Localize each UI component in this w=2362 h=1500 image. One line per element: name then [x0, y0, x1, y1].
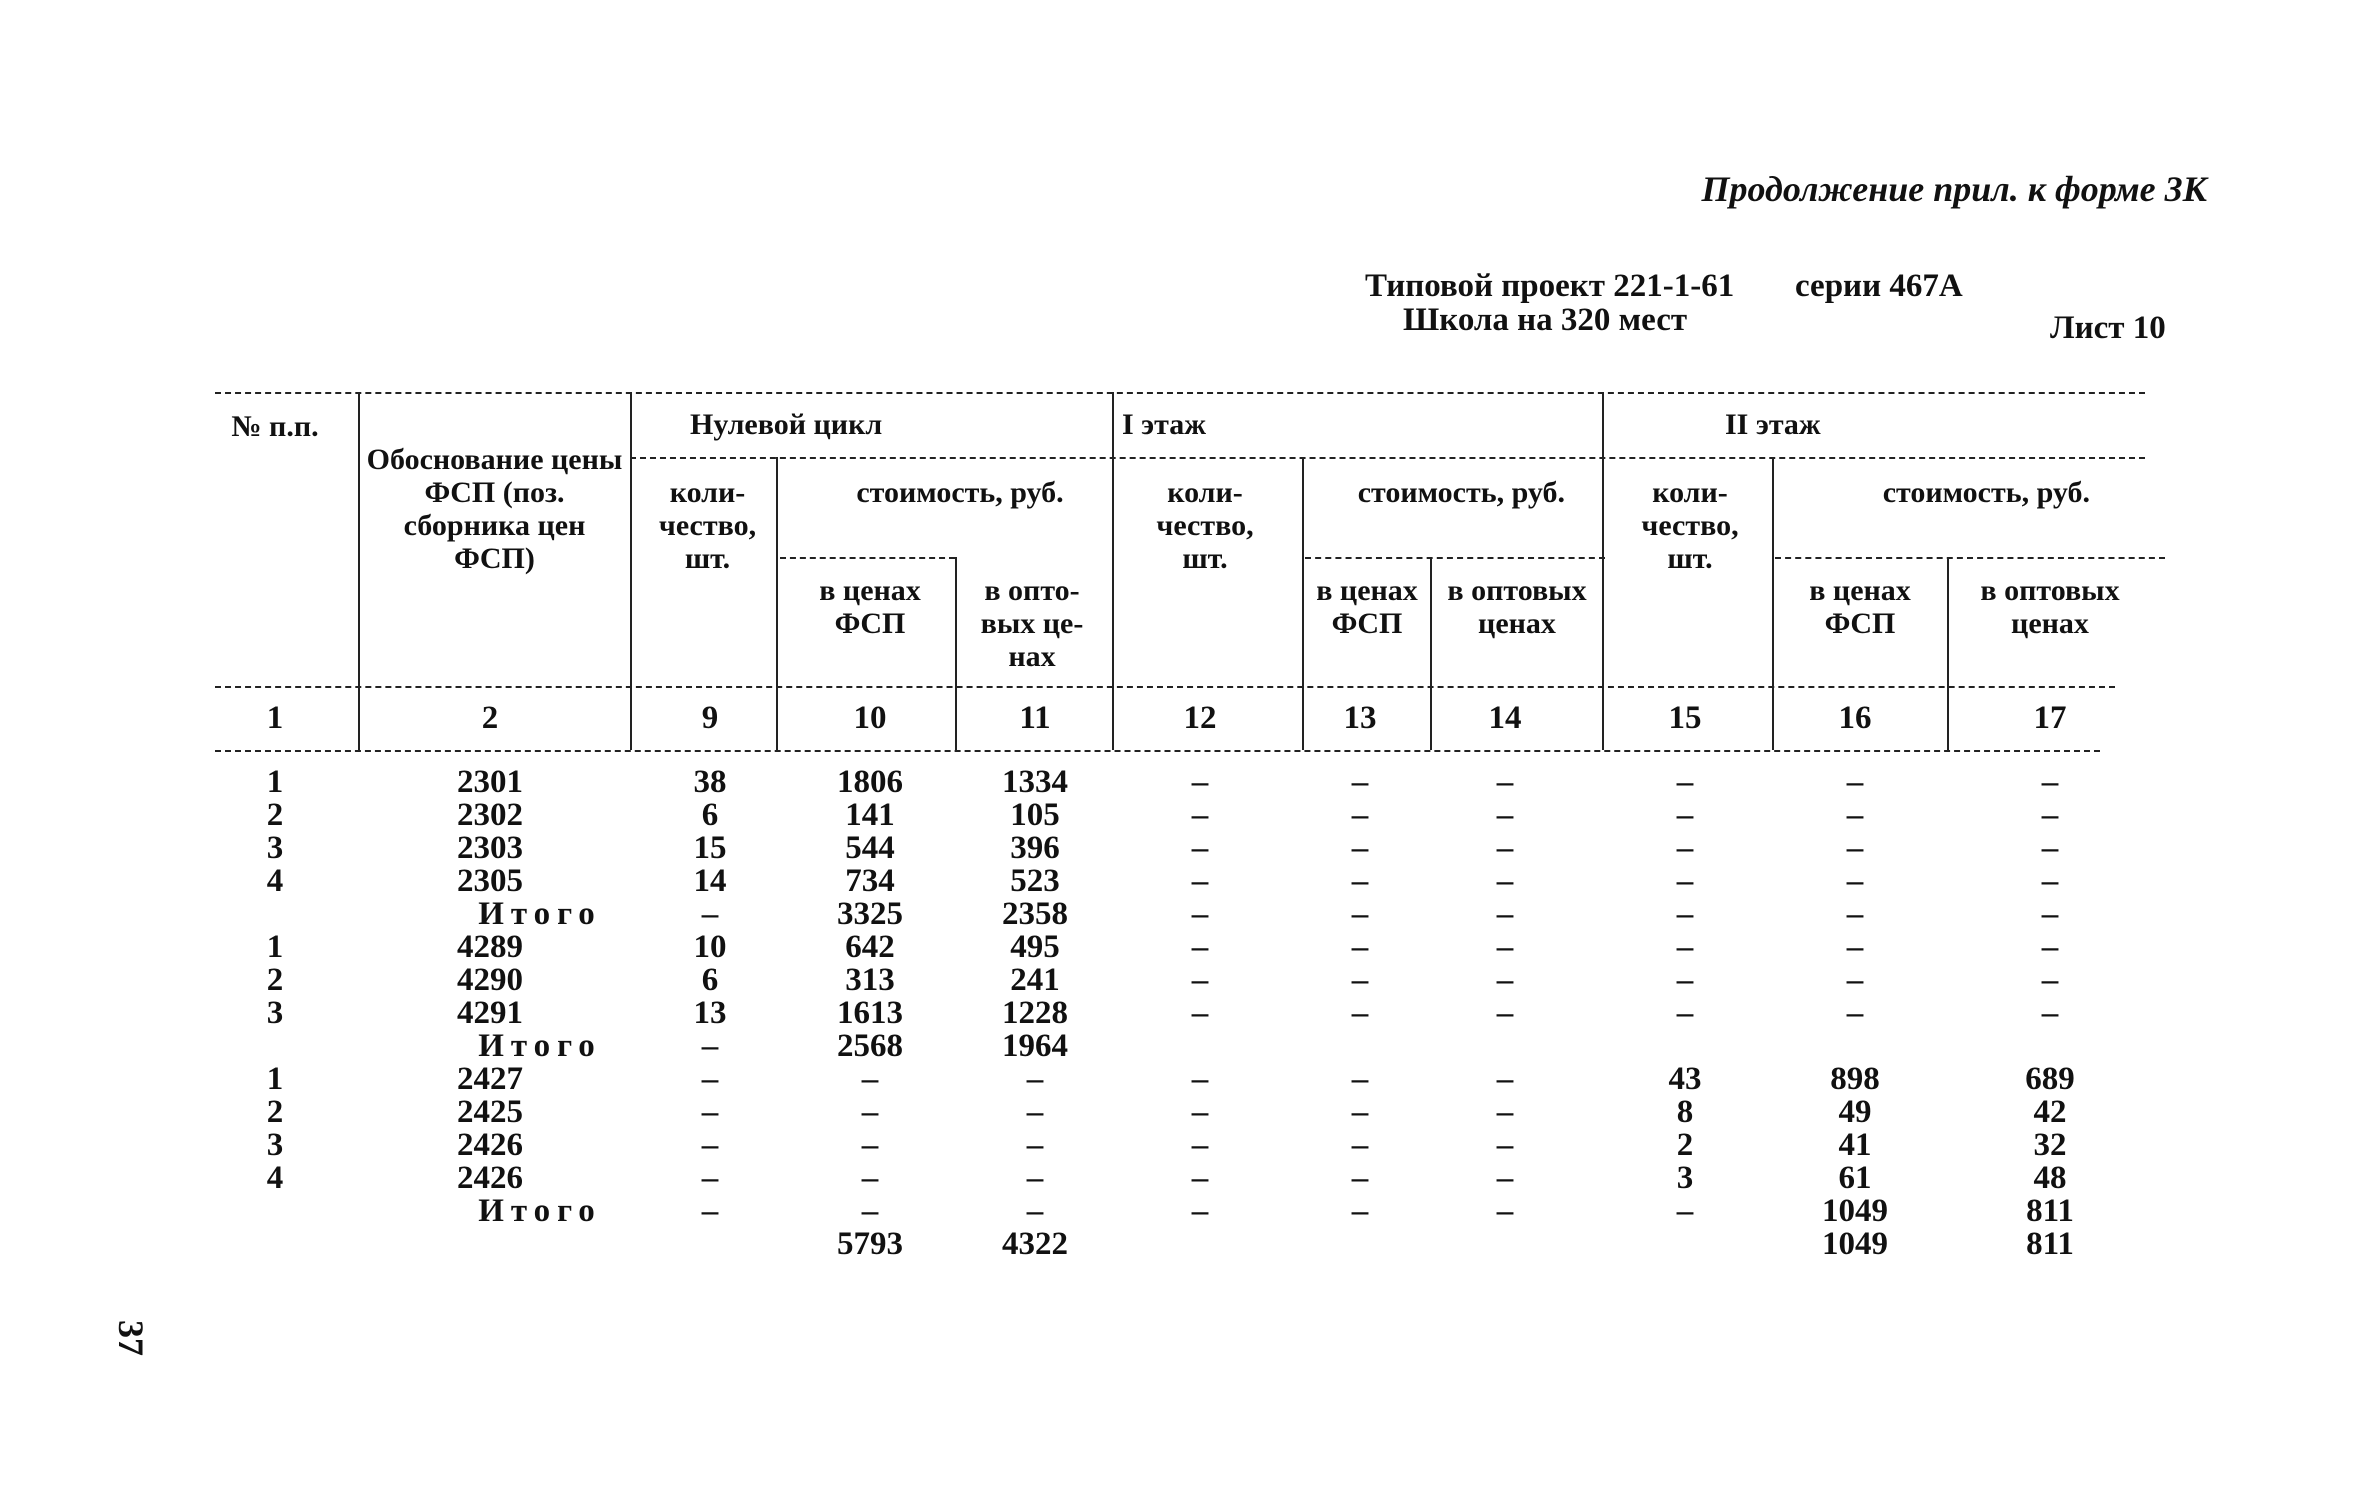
- table-cell: –: [1351, 764, 1369, 800]
- project-series: серии 467А: [1795, 268, 1963, 304]
- colnum: 2: [481, 700, 499, 736]
- table-cell: –: [2041, 962, 2059, 998]
- table-cell: 1964: [1002, 1028, 1068, 1064]
- table-cell: –: [1496, 764, 1514, 800]
- table-cell: –: [1846, 896, 1864, 932]
- table-cell: –: [861, 1094, 879, 1130]
- colnum: 13: [1343, 700, 1377, 736]
- rule-header-bottom: [215, 686, 2115, 688]
- table-cell: 3: [1676, 1160, 1694, 1196]
- table-cell: –: [1351, 830, 1369, 866]
- table-cell: –: [1496, 962, 1514, 998]
- table-cell: –: [701, 1127, 719, 1163]
- header-group-floor1: I этаж: [1122, 408, 1206, 441]
- table-cell: –: [2041, 797, 2059, 833]
- table-cell: –: [1846, 995, 1864, 1031]
- vrule-8: [1602, 392, 1604, 750]
- table-cell: –: [1496, 896, 1514, 932]
- table-cell: 4289: [457, 929, 523, 965]
- rule-cost-floor2: [1775, 557, 2165, 559]
- header-basis: Обоснование цены ФСП (поз. сборника цен ФСП): [366, 443, 623, 575]
- table-cell: 4: [266, 1160, 284, 1196]
- table-cell: 689: [2025, 1061, 2075, 1097]
- table-cell: –: [1496, 1193, 1514, 1229]
- table-cell: –: [1026, 1061, 1044, 1097]
- table-cell: 6: [701, 797, 719, 833]
- table-cell: –: [1351, 1094, 1369, 1130]
- table-cell: 10: [693, 929, 727, 965]
- colnum: 16: [1838, 700, 1872, 736]
- table-cell: 13: [693, 995, 727, 1031]
- header-fsp-floor2: в ценах ФСП: [1809, 574, 1911, 640]
- table-cell: –: [1191, 1160, 1209, 1196]
- header-fsp-floor1: в ценах ФСП: [1316, 574, 1418, 640]
- table-cell: –: [1496, 929, 1514, 965]
- table-cell: 1049: [1822, 1226, 1888, 1262]
- table-cell: 1228: [1002, 995, 1068, 1031]
- table-cell: 4291: [457, 995, 523, 1031]
- table-cell: 241: [1010, 962, 1060, 998]
- vrule-4: [955, 557, 957, 750]
- sheet-number: Лист 10: [2050, 310, 2166, 346]
- header-group-zero: Нулевой цикл: [690, 408, 883, 441]
- table-cell: 2: [266, 1094, 284, 1130]
- table-cell: –: [1191, 1127, 1209, 1163]
- table-cell: –: [1191, 797, 1209, 833]
- colnum: 12: [1183, 700, 1217, 736]
- table-cell: –: [1846, 764, 1864, 800]
- table-cell: 734: [845, 863, 895, 899]
- table-cell: 2426: [457, 1127, 523, 1163]
- table-cell: 1: [266, 764, 284, 800]
- table-cell: –: [1191, 962, 1209, 998]
- table-cell: –: [1676, 797, 1694, 833]
- rule-groups: [630, 457, 2145, 459]
- table-cell: 41: [1838, 1127, 1872, 1163]
- table-cell: –: [1191, 863, 1209, 899]
- table-cell: –: [1676, 1193, 1694, 1229]
- table-cell: –: [861, 1193, 879, 1229]
- vrule-6: [1302, 457, 1304, 750]
- table-cell: 313: [845, 962, 895, 998]
- table-cell: 4290: [457, 962, 523, 998]
- table-cell: –: [1676, 764, 1694, 800]
- table-cell: –: [701, 1094, 719, 1130]
- table-cell: 3: [266, 995, 284, 1031]
- vrule-5: [1112, 392, 1114, 750]
- table-cell: –: [861, 1160, 879, 1196]
- table-cell: –: [1191, 995, 1209, 1031]
- table-cell: –: [1351, 962, 1369, 998]
- vrule-10: [1947, 557, 1949, 750]
- colnum: 17: [2033, 700, 2067, 736]
- table-cell: –: [1676, 962, 1694, 998]
- table-cell: –: [1351, 929, 1369, 965]
- colnum: 14: [1488, 700, 1522, 736]
- header-cost-floor2: стоимость, руб.: [1882, 476, 2090, 509]
- table-cell: 4322: [1002, 1226, 1068, 1262]
- table-cell: –: [1026, 1094, 1044, 1130]
- table-cell: 2302: [457, 797, 523, 833]
- header-qty-zero: коли- чество, шт.: [658, 476, 757, 575]
- table-cell: 1: [266, 1061, 284, 1097]
- header-qty-floor2: коли- чество, шт.: [1641, 476, 1739, 575]
- table-cell: 2: [266, 797, 284, 833]
- table-cell: –: [1026, 1160, 1044, 1196]
- table-cell: 4: [266, 863, 284, 899]
- table-cell: –: [1351, 863, 1369, 899]
- table-cell: –: [1846, 929, 1864, 965]
- table-cell: –: [1496, 797, 1514, 833]
- table-cell: –: [1496, 1094, 1514, 1130]
- table-cell: –: [1496, 1127, 1514, 1163]
- table-cell: 544: [845, 830, 895, 866]
- table-cell: 8: [1676, 1094, 1694, 1130]
- colnum: 9: [701, 700, 719, 736]
- header-qty-floor1: коли- чество, шт.: [1156, 476, 1254, 575]
- table-cell: –: [701, 896, 719, 932]
- table-cell: –: [1676, 929, 1694, 965]
- table-cell: 2: [1676, 1127, 1694, 1163]
- table-cell: 495: [1010, 929, 1060, 965]
- colnum: 10: [853, 700, 887, 736]
- table-cell: 2: [266, 962, 284, 998]
- table-cell: –: [1191, 764, 1209, 800]
- table-cell: –: [2041, 896, 2059, 932]
- table-cell: 523: [1010, 863, 1060, 899]
- table-cell: –: [2041, 863, 2059, 899]
- table-cell: –: [2041, 830, 2059, 866]
- table-cell: –: [2041, 929, 2059, 965]
- page-number: 37: [111, 1320, 151, 1356]
- table-cell: –: [1496, 1160, 1514, 1196]
- table-cell: –: [1191, 896, 1209, 932]
- project-title: Типовой проект 221-1-61: [1365, 268, 1735, 304]
- table-cell: –: [1191, 1193, 1209, 1229]
- table-cell: 15: [693, 830, 727, 866]
- table-cell: 5793: [837, 1226, 903, 1262]
- table-cell: 2358: [1002, 896, 1068, 932]
- table-cell: –: [2041, 764, 2059, 800]
- table-cell: –: [1676, 896, 1694, 932]
- table-cell: Итого: [478, 896, 602, 932]
- table-cell: 1613: [837, 995, 903, 1031]
- table-cell: –: [1351, 1160, 1369, 1196]
- table-cell: –: [1026, 1127, 1044, 1163]
- table-cell: 1: [266, 929, 284, 965]
- table-cell: 3325: [837, 896, 903, 932]
- table-cell: 6: [701, 962, 719, 998]
- table-cell: 811: [2026, 1193, 2074, 1229]
- table-cell: –: [1351, 995, 1369, 1031]
- table-cell: 61: [1838, 1160, 1872, 1196]
- table-cell: –: [1676, 863, 1694, 899]
- table-cell: –: [701, 1061, 719, 1097]
- table-cell: –: [1846, 962, 1864, 998]
- header-group-floor2: II этаж: [1725, 408, 1821, 441]
- table-cell: 1806: [837, 764, 903, 800]
- table-cell: –: [1846, 797, 1864, 833]
- table-cell: –: [861, 1061, 879, 1097]
- table-cell: 2427: [457, 1061, 523, 1097]
- table-cell: –: [1846, 830, 1864, 866]
- table-cell: 642: [845, 929, 895, 965]
- colnum: 15: [1668, 700, 1702, 736]
- table-cell: 811: [2026, 1226, 2074, 1262]
- table-cell: –: [1026, 1193, 1044, 1229]
- table-cell: 2568: [837, 1028, 903, 1064]
- table-cell: –: [701, 1193, 719, 1229]
- table-cell: –: [1351, 896, 1369, 932]
- table-cell: –: [1351, 797, 1369, 833]
- vrule-3: [776, 457, 778, 750]
- vrule-2: [630, 392, 632, 750]
- table-cell: 2303: [457, 830, 523, 866]
- vrule-7: [1430, 557, 1432, 750]
- table-cell: 2425: [457, 1094, 523, 1130]
- continuation-note: Продолжение прил. к форме 3К: [1701, 169, 2207, 209]
- table-cell: 49: [1838, 1094, 1872, 1130]
- table-cell: 2305: [457, 863, 523, 899]
- table-cell: –: [701, 1028, 719, 1064]
- rule-cost-floor1: [1305, 557, 1605, 559]
- table-cell: 141: [845, 797, 895, 833]
- table-cell: 3: [266, 830, 284, 866]
- rule-top: [215, 392, 2145, 394]
- table-cell: 38: [693, 764, 727, 800]
- header-wholesale-floor1: в оптовых ценах: [1447, 574, 1587, 640]
- table-cell: –: [1496, 863, 1514, 899]
- table-cell: –: [1676, 995, 1694, 1031]
- header-fsp-zero: в ценах ФСП: [819, 574, 921, 640]
- table-cell: 3: [266, 1127, 284, 1163]
- table-cell: –: [1676, 830, 1694, 866]
- table-cell: –: [2041, 995, 2059, 1031]
- table-cell: 43: [1668, 1061, 1702, 1097]
- table-cell: Итого: [478, 1193, 602, 1229]
- header-wholesale-zero: в опто- вых це- нах: [980, 574, 1084, 673]
- header-num: № п.п.: [231, 410, 319, 443]
- table-cell: –: [701, 1160, 719, 1196]
- table-cell: –: [1351, 1061, 1369, 1097]
- table-cell: 396: [1010, 830, 1060, 866]
- table-cell: –: [1351, 1127, 1369, 1163]
- vrule-9: [1772, 457, 1774, 750]
- table-cell: –: [1191, 929, 1209, 965]
- colnum: 11: [1019, 700, 1051, 736]
- rule-cost-zero: [780, 557, 955, 559]
- rule-colnum-bottom: [215, 750, 2100, 752]
- table-cell: –: [1351, 1193, 1369, 1229]
- table-cell: –: [1846, 863, 1864, 899]
- table-cell: –: [1191, 1094, 1209, 1130]
- table-cell: –: [1496, 1061, 1514, 1097]
- table-cell: 1334: [1002, 764, 1068, 800]
- table-cell: 42: [2033, 1094, 2067, 1130]
- table-cell: 1049: [1822, 1193, 1888, 1229]
- table-cell: –: [861, 1127, 879, 1163]
- colnum: 1: [266, 700, 284, 736]
- table-cell: –: [1496, 995, 1514, 1031]
- table-cell: 48: [2033, 1160, 2067, 1196]
- table-cell: 105: [1010, 797, 1060, 833]
- header-cost-zero: стоимость, руб.: [856, 476, 1064, 509]
- table-cell: 2301: [457, 764, 523, 800]
- header-cost-floor1: стоимость, руб.: [1357, 476, 1565, 509]
- table-cell: 2426: [457, 1160, 523, 1196]
- table-cell: Итого: [478, 1028, 602, 1064]
- table-cell: 32: [2033, 1127, 2067, 1163]
- table-cell: 14: [693, 863, 727, 899]
- project-name: Школа на 320 мест: [1403, 302, 1688, 338]
- table-cell: –: [1496, 830, 1514, 866]
- table-cell: 898: [1830, 1061, 1880, 1097]
- table-cell: –: [1191, 830, 1209, 866]
- table-cell: –: [1191, 1061, 1209, 1097]
- header-wholesale-floor2: в оптовых ценах: [1980, 574, 2120, 640]
- vrule-1: [358, 392, 360, 750]
